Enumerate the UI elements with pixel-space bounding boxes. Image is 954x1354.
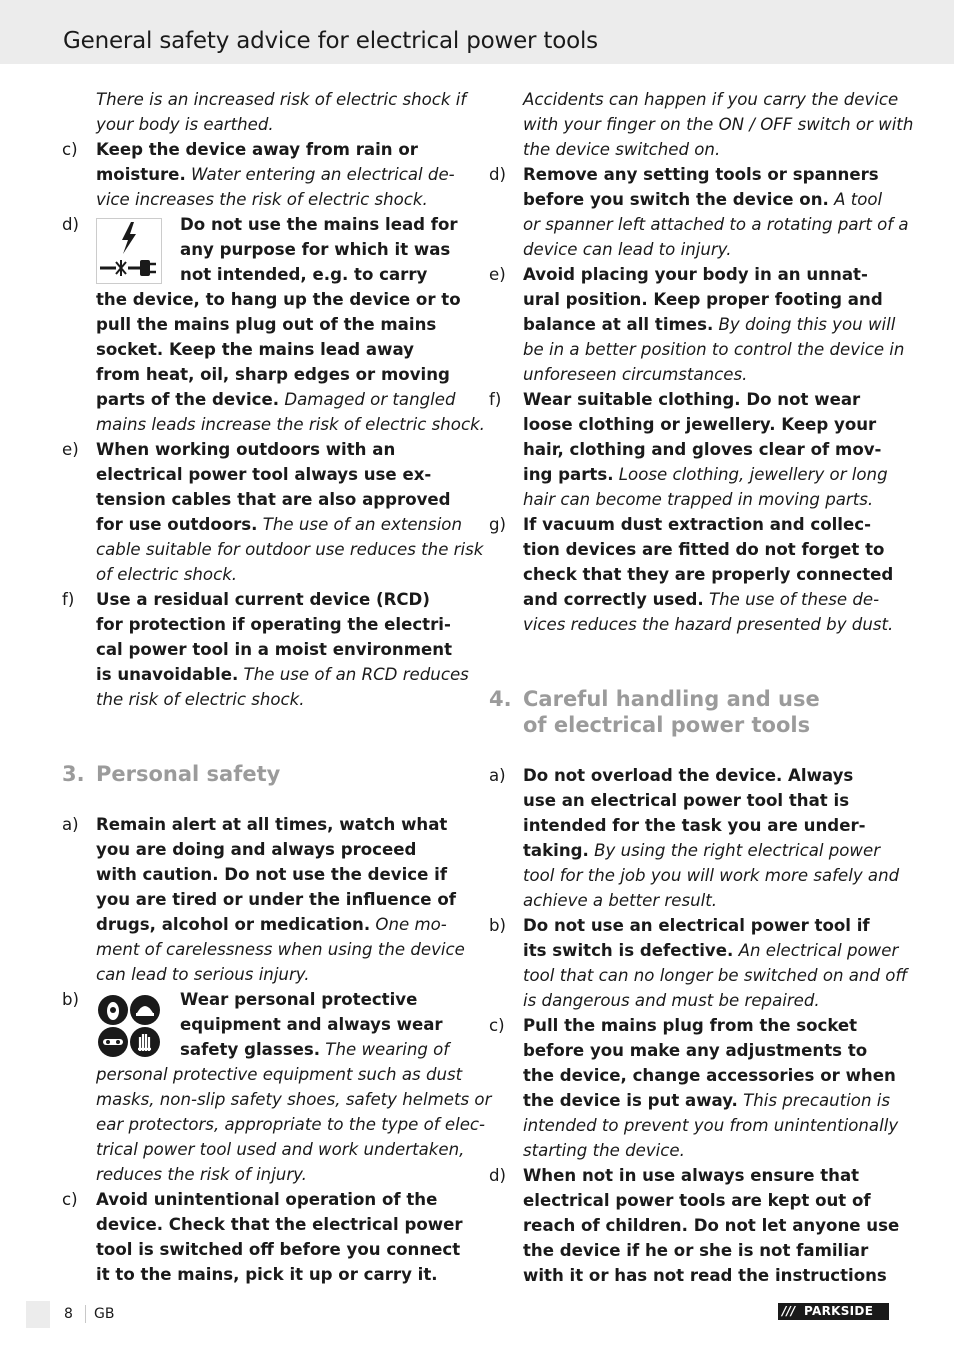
italic-text: hair can become trapped in moving parts. <box>523 490 874 509</box>
spacer <box>489 738 893 763</box>
intro-line <box>489 137 893 162</box>
item-line <box>62 362 466 387</box>
item-label: d) <box>489 165 507 184</box>
bold-text: tool is switched off before you connect <box>96 1240 461 1259</box>
section-title: of electrical power tools <box>523 713 811 737</box>
item-line <box>489 337 905 362</box>
italic-text: reduces the risk of injury. <box>96 1165 307 1184</box>
page-title: General safety advice for electrical power tools <box>63 28 598 54</box>
logo-stripes: /// <box>782 1304 796 1318</box>
bold-text: any purpose for which it was <box>180 240 451 259</box>
italic-text: of electric shock. <box>96 565 238 584</box>
item-line <box>489 1013 893 1038</box>
italic-text: personal protective equipment such as dust <box>96 1065 463 1084</box>
item-line <box>62 637 466 662</box>
item-line <box>62 462 466 487</box>
item-line <box>62 162 466 187</box>
item-line <box>489 1138 893 1163</box>
item-line <box>62 387 466 412</box>
italic-text: the risk of electric shock. <box>96 690 305 709</box>
bold-text: If vacuum dust extraction and collec- <box>523 515 871 534</box>
intro-line <box>62 112 466 137</box>
item-line <box>489 587 893 612</box>
item-line <box>62 687 466 712</box>
item-line <box>62 312 466 337</box>
italic-text: achieve a better result. <box>523 891 718 910</box>
intro-line <box>62 87 466 112</box>
bold-text: electrical power tools are kept out of <box>523 1191 871 1210</box>
item-line <box>489 312 896 337</box>
right-column <box>489 87 914 1288</box>
item-line <box>62 137 466 162</box>
bold-text: use an electrical power tool that is <box>523 791 850 810</box>
bold-text: tension cables that are also approved <box>96 490 451 509</box>
item-line <box>62 1237 466 1262</box>
italic-text: vice increases the risk of electric shock. <box>96 190 428 209</box>
bold-text: the device, change accessories or when <box>523 1066 896 1085</box>
italic-text: The wearing of <box>320 1040 450 1059</box>
page-number: 8 <box>64 1306 73 1322</box>
bold-text: device. Check that the electrical power <box>96 1215 463 1234</box>
item-line <box>489 1163 893 1188</box>
item-line <box>489 838 893 863</box>
bold-text: you are doing and always proceed <box>96 840 417 859</box>
italic-text: Loose clothing, jewellery or long <box>613 465 888 484</box>
bold-text: balance at all times. <box>523 315 714 334</box>
item-line <box>489 763 893 788</box>
bold-text: cal power tool in a moist environment <box>96 640 452 659</box>
bold-text: the device, to hang up the device or to <box>96 290 461 309</box>
item-label: b) <box>489 916 507 935</box>
item-label: a) <box>489 766 506 785</box>
item-line <box>489 462 893 487</box>
bold-text: tion devices are fitted do not forget to <box>523 540 885 559</box>
bold-text: it to the mains, pick it up or carry it. <box>96 1265 438 1284</box>
bold-text: safety glasses. <box>180 1040 321 1059</box>
item-line <box>489 612 893 637</box>
italic-text: By doing this you will <box>713 315 896 334</box>
footer-divider <box>85 1305 86 1323</box>
bold-text: moisture. <box>96 165 186 184</box>
item-line <box>62 187 466 212</box>
item-line <box>62 537 484 562</box>
bold-text: from heat, oil, sharp edges or moving <box>96 365 450 384</box>
italic-text: trical power tool used and work undertaken, <box>96 1140 465 1159</box>
item-line <box>489 237 893 262</box>
item-line <box>489 1188 893 1213</box>
italic-text: can lead to serious injury. <box>96 965 310 984</box>
item-line <box>489 412 893 437</box>
item-line <box>62 662 469 687</box>
item-label: f) <box>62 590 75 609</box>
italic-text: The use of these de- <box>703 590 880 609</box>
italic-text: The use of an RCD reduces <box>238 665 469 684</box>
bold-text: Keep the device away from rain or <box>96 140 418 159</box>
item-line <box>489 813 893 838</box>
item-line <box>62 487 466 512</box>
bold-text: reach of children. Do not let anyone use <box>523 1216 900 1235</box>
italic-text: is dangerous and must be repaired. <box>523 991 820 1010</box>
item-line <box>62 1162 466 1187</box>
item-line <box>489 1038 893 1063</box>
item-line <box>62 937 466 962</box>
item-line <box>62 912 466 937</box>
intro-text: your body is earthed. <box>96 115 274 134</box>
italic-text: tool for the job you will work more safely and <box>523 866 900 885</box>
intro-text: the device switched on. <box>523 140 721 159</box>
bold-text: Do not use an electrical power tool if <box>523 916 870 935</box>
item-line <box>62 587 466 612</box>
item-line <box>489 963 908 988</box>
item-label: c) <box>62 1190 78 1209</box>
item-line <box>489 212 909 237</box>
italic-text: The use of an extension <box>257 515 462 534</box>
item-line <box>62 337 466 362</box>
bold-text: you are tired or under the influence of <box>96 890 456 909</box>
italic-text: By using the right electrical power <box>588 841 881 860</box>
italic-text: unforeseen circumstances. <box>523 365 748 384</box>
item-line <box>62 962 466 987</box>
item-line <box>62 612 466 637</box>
bold-text: with caution. Do not use the device if <box>96 865 448 884</box>
item-line <box>62 862 466 887</box>
item-line <box>489 387 893 412</box>
italic-text: vices reduces the hazard presented by dust. <box>523 615 894 634</box>
item-line <box>62 437 466 462</box>
bold-text: its switch is defective. <box>523 941 734 960</box>
item-label: c) <box>489 1016 505 1035</box>
bold-text: the device if he or she is not familiar <box>523 1241 869 1260</box>
item-line <box>62 887 466 912</box>
item-line <box>489 162 893 187</box>
bold-text: When not in use always ensure that <box>523 1166 860 1185</box>
item-line <box>489 362 893 387</box>
item-line <box>62 412 485 437</box>
item-line <box>62 1062 466 1087</box>
footer-marker <box>26 1301 50 1328</box>
section-number: 4. <box>489 687 512 711</box>
protective-equipment-icon <box>96 993 162 1059</box>
section-heading <box>62 761 466 787</box>
item-line <box>62 1262 466 1287</box>
italic-text: masks, non-slip safety shoes, safety helmets or <box>96 1090 492 1109</box>
item-line <box>489 512 893 537</box>
item-line <box>489 262 893 287</box>
page-header <box>0 0 954 64</box>
spacer <box>62 712 466 761</box>
bold-text: ural position. Keep proper footing and <box>523 290 883 309</box>
bold-text: drugs, alcohol or medication. <box>96 915 371 934</box>
bold-text: taking. <box>523 841 589 860</box>
italic-text: An electrical power <box>733 941 899 960</box>
logo-name: PARKSIDE <box>804 1304 874 1318</box>
electric-shock-warning-icon <box>96 218 162 284</box>
item-line <box>489 988 893 1013</box>
section-heading <box>489 686 893 712</box>
item-line <box>62 512 466 537</box>
bold-text: socket. Keep the mains lead away <box>96 340 414 359</box>
bold-text: Use a residual current device (RCD) <box>96 590 430 609</box>
intro-text: There is an increased risk of electric shock if <box>96 90 467 109</box>
section-number: 3. <box>62 762 85 786</box>
item-label: b) <box>62 990 80 1009</box>
item-line <box>489 437 893 462</box>
item-line <box>489 938 899 963</box>
item-line <box>62 812 466 837</box>
item-label: a) <box>62 815 79 834</box>
item-line <box>62 1137 466 1162</box>
item-line <box>62 287 466 312</box>
item-line <box>489 1263 893 1288</box>
bold-text: and correctly used. <box>523 590 704 609</box>
bold-text: When working outdoors with an <box>96 440 396 459</box>
italic-text: One mo- <box>370 915 447 934</box>
parkside-logo <box>778 1303 889 1320</box>
item-line <box>62 1212 466 1237</box>
item-label: c) <box>62 140 78 159</box>
item-line <box>489 788 893 813</box>
intro-text: with your finger on the ON / OFF switch or with <box>523 115 914 134</box>
item-label: e) <box>62 440 79 459</box>
italic-text: ear protectors, appropriate to the type of elec- <box>96 1115 486 1134</box>
italic-text: This precaution is <box>737 1091 890 1110</box>
bold-text: loose clothing or jewellery. Keep your <box>523 415 877 434</box>
item-line <box>489 913 893 938</box>
bold-text: Do not overload the device. Always <box>523 766 854 785</box>
bold-text: Avoid placing your body in an unnat- <box>523 265 868 284</box>
italic-text: ment of carelessness when using the device <box>96 940 465 959</box>
intro-line <box>489 87 899 112</box>
bold-text: Wear personal protective <box>180 990 418 1009</box>
italic-text: A tool <box>828 190 883 209</box>
item-line <box>489 1088 893 1113</box>
bold-text: equipment and always wear <box>180 1015 443 1034</box>
item-line <box>62 1112 486 1137</box>
italic-text: tool that can no longer be switched on and off <box>523 966 908 985</box>
item-line <box>62 1087 492 1112</box>
bold-text: Wear suitable clothing. Do not wear <box>523 390 861 409</box>
item-line <box>62 837 466 862</box>
item-label: d) <box>489 1166 507 1185</box>
bold-text: for use outdoors. <box>96 515 258 534</box>
italic-text: or spanner left attached to a rotating part of a <box>523 215 909 234</box>
item-line <box>489 863 900 888</box>
italic-text: starting the device. <box>523 1141 685 1160</box>
intro-text: Accidents can happen if you carry the device <box>523 90 899 109</box>
item-line <box>489 888 893 913</box>
item-line <box>62 562 466 587</box>
section-title: Careful handling and use <box>523 687 820 711</box>
language-code: GB <box>94 1306 115 1322</box>
bold-text: Do not use the mains lead for <box>180 215 458 234</box>
italic-text: be in a better position to control the device in <box>523 340 905 359</box>
item-line <box>489 287 893 312</box>
italic-text: intended to prevent you from unintentionally <box>523 1116 899 1135</box>
item-line <box>489 1213 900 1238</box>
item-line <box>62 1187 466 1212</box>
bold-text: the device is put away. <box>523 1091 738 1110</box>
italic-text: mains leads increase the risk of electric shock. <box>96 415 485 434</box>
item-line <box>489 487 893 512</box>
bold-text: for protection if operating the electri- <box>96 615 451 634</box>
bold-text: check that they are properly connected <box>523 565 894 584</box>
spacer <box>62 787 466 812</box>
bold-text: with it or has not read the instructions <box>523 1266 887 1285</box>
bold-text: electrical power tool always use ex- <box>96 465 432 484</box>
item-line <box>489 1238 893 1263</box>
item-label: d) <box>62 215 80 234</box>
bold-text: Remove any setting tools or spanners <box>523 165 879 184</box>
bold-text: is unavoidable. <box>96 665 239 684</box>
bold-text: intended for the task you are under- <box>523 816 866 835</box>
section-heading <box>489 712 893 738</box>
section-title: Personal safety <box>96 762 281 786</box>
item-line <box>489 537 893 562</box>
italic-text: Water entering an electrical de- <box>185 165 455 184</box>
italic-text: cable suitable for outdoor use reduces the risk <box>96 540 484 559</box>
spacer <box>489 637 893 686</box>
italic-text: device can lead to injury. <box>523 240 732 259</box>
item-label: g) <box>489 515 507 534</box>
item-line <box>489 187 893 212</box>
bold-text: ing parts. <box>523 465 614 484</box>
item-label: f) <box>489 390 502 409</box>
item-line <box>489 562 893 587</box>
bold-text: hair, clothing and gloves clear of mov- <box>523 440 882 459</box>
item-line <box>489 1113 899 1138</box>
italic-text: Damaged or tangled <box>279 390 456 409</box>
bold-text: Avoid unintentional operation of the <box>96 1190 438 1209</box>
bold-text: before you make any adjustments to <box>523 1041 868 1060</box>
bold-text: Pull the mains plug from the socket <box>523 1016 858 1035</box>
bold-text: Remain alert at all times, watch what <box>96 815 448 834</box>
bold-text: parts of the device. <box>96 390 280 409</box>
bold-text: before you switch the device on. <box>523 190 829 209</box>
item-line <box>489 1063 896 1088</box>
bold-text: pull the mains plug out of the mains <box>96 315 437 334</box>
item-label: e) <box>489 265 506 284</box>
intro-line <box>489 112 914 137</box>
bold-text: not intended, e.g. to carry <box>180 265 428 284</box>
